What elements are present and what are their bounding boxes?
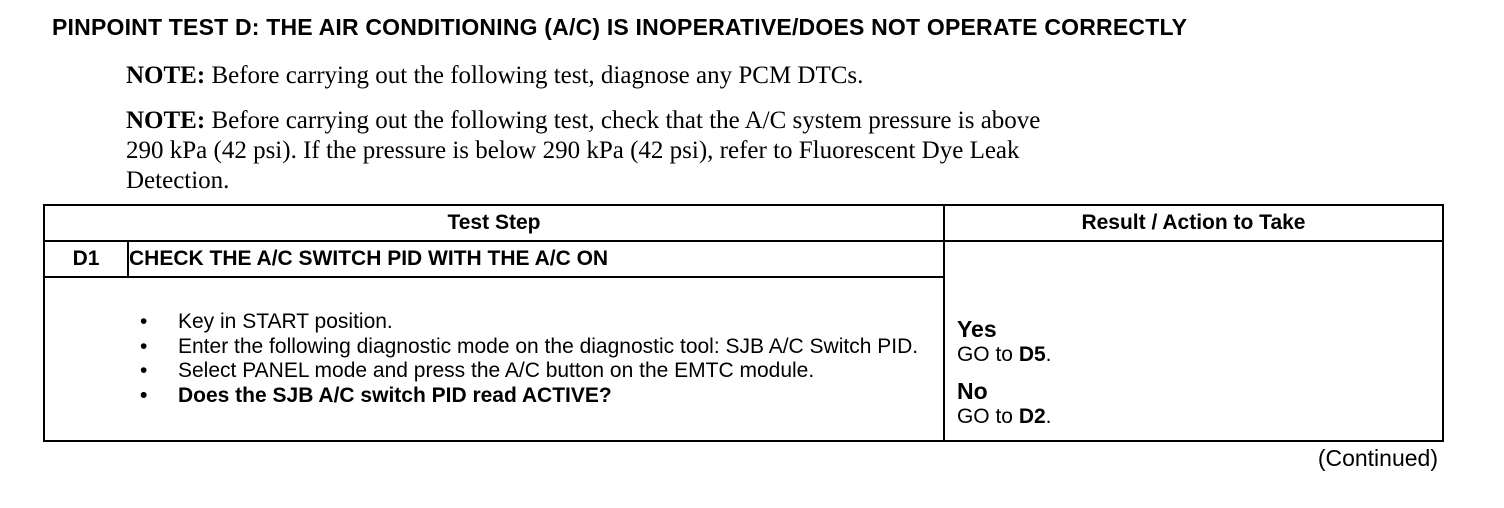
note-line	[126, 106, 1306, 136]
table-header-row	[44, 205, 1443, 241]
header-test-step: Test Step	[44, 205, 944, 241]
pinpoint-test-table	[43, 204, 1444, 442]
list-item	[140, 310, 938, 335]
result-action-cell	[944, 241, 1443, 441]
bullet-icon: •	[140, 359, 148, 382]
list-item	[140, 334, 938, 360]
instruction-text: Enter the following diagnostic mode on the diagnostic tool: SJB A/C Switch PID.	[178, 334, 919, 358]
instruction-list	[45, 310, 943, 408]
action-suffix: .	[1045, 343, 1052, 366]
page-title: PINPOINT TEST D: THE AIR CONDITIONING (A/C) IS INOPERATIVE/DOES NOT OPERATE CORRECTLY	[52, 14, 1188, 40]
action-target-link[interactable]: D2	[1018, 405, 1046, 428]
note-line: 290 kPa (42 psi). If the pressure is below 290 kPa (42 psi), refer to Fluorescent Dye Leak	[126, 137, 1020, 164]
list-item	[140, 359, 938, 384]
note-system-pressure	[126, 106, 1306, 196]
instruction-text: Key in START position.	[178, 310, 393, 333]
result-no-label: No	[956, 378, 988, 404]
note-text: Before carrying out the following test, diagnose any PCM DTCs.	[205, 62, 864, 89]
list-item	[140, 383, 938, 409]
result-no-action	[957, 404, 1442, 430]
bullet-icon: •	[140, 383, 148, 407]
step-instructions	[44, 277, 944, 441]
header-result-action: Result / Action to Take	[944, 205, 1443, 241]
instruction-text: Select PANEL mode and press the A/C button on the EMTC module.	[178, 359, 815, 382]
result-yes-label: Yes	[956, 316, 997, 342]
note-pcm-dtcs	[126, 61, 1326, 91]
bullet-icon: •	[140, 334, 148, 358]
result-yes-action	[957, 342, 1442, 368]
note-text: Before carrying out the following test, check that the A/C system pressure is above	[205, 107, 1041, 134]
step-id: D1	[44, 241, 128, 277]
note-label: NOTE:	[126, 107, 206, 134]
action-target-link[interactable]: D5	[1018, 343, 1046, 366]
continued-label: (Continued)	[1317, 445, 1438, 471]
bullet-icon: •	[140, 310, 148, 333]
note-label: NOTE:	[126, 62, 206, 89]
result-list	[945, 242, 1442, 430]
action-prefix: GO to	[956, 405, 1019, 428]
step-title: CHECK THE A/C SWITCH PID WITH THE A/C ON	[128, 241, 944, 277]
instruction-question: Does the SJB A/C switch PID read ACTIVE?	[178, 383, 612, 407]
action-suffix: .	[1045, 405, 1052, 428]
table-row	[44, 241, 1443, 277]
note-line: Detection.	[126, 167, 230, 194]
action-prefix: GO to	[956, 343, 1019, 366]
